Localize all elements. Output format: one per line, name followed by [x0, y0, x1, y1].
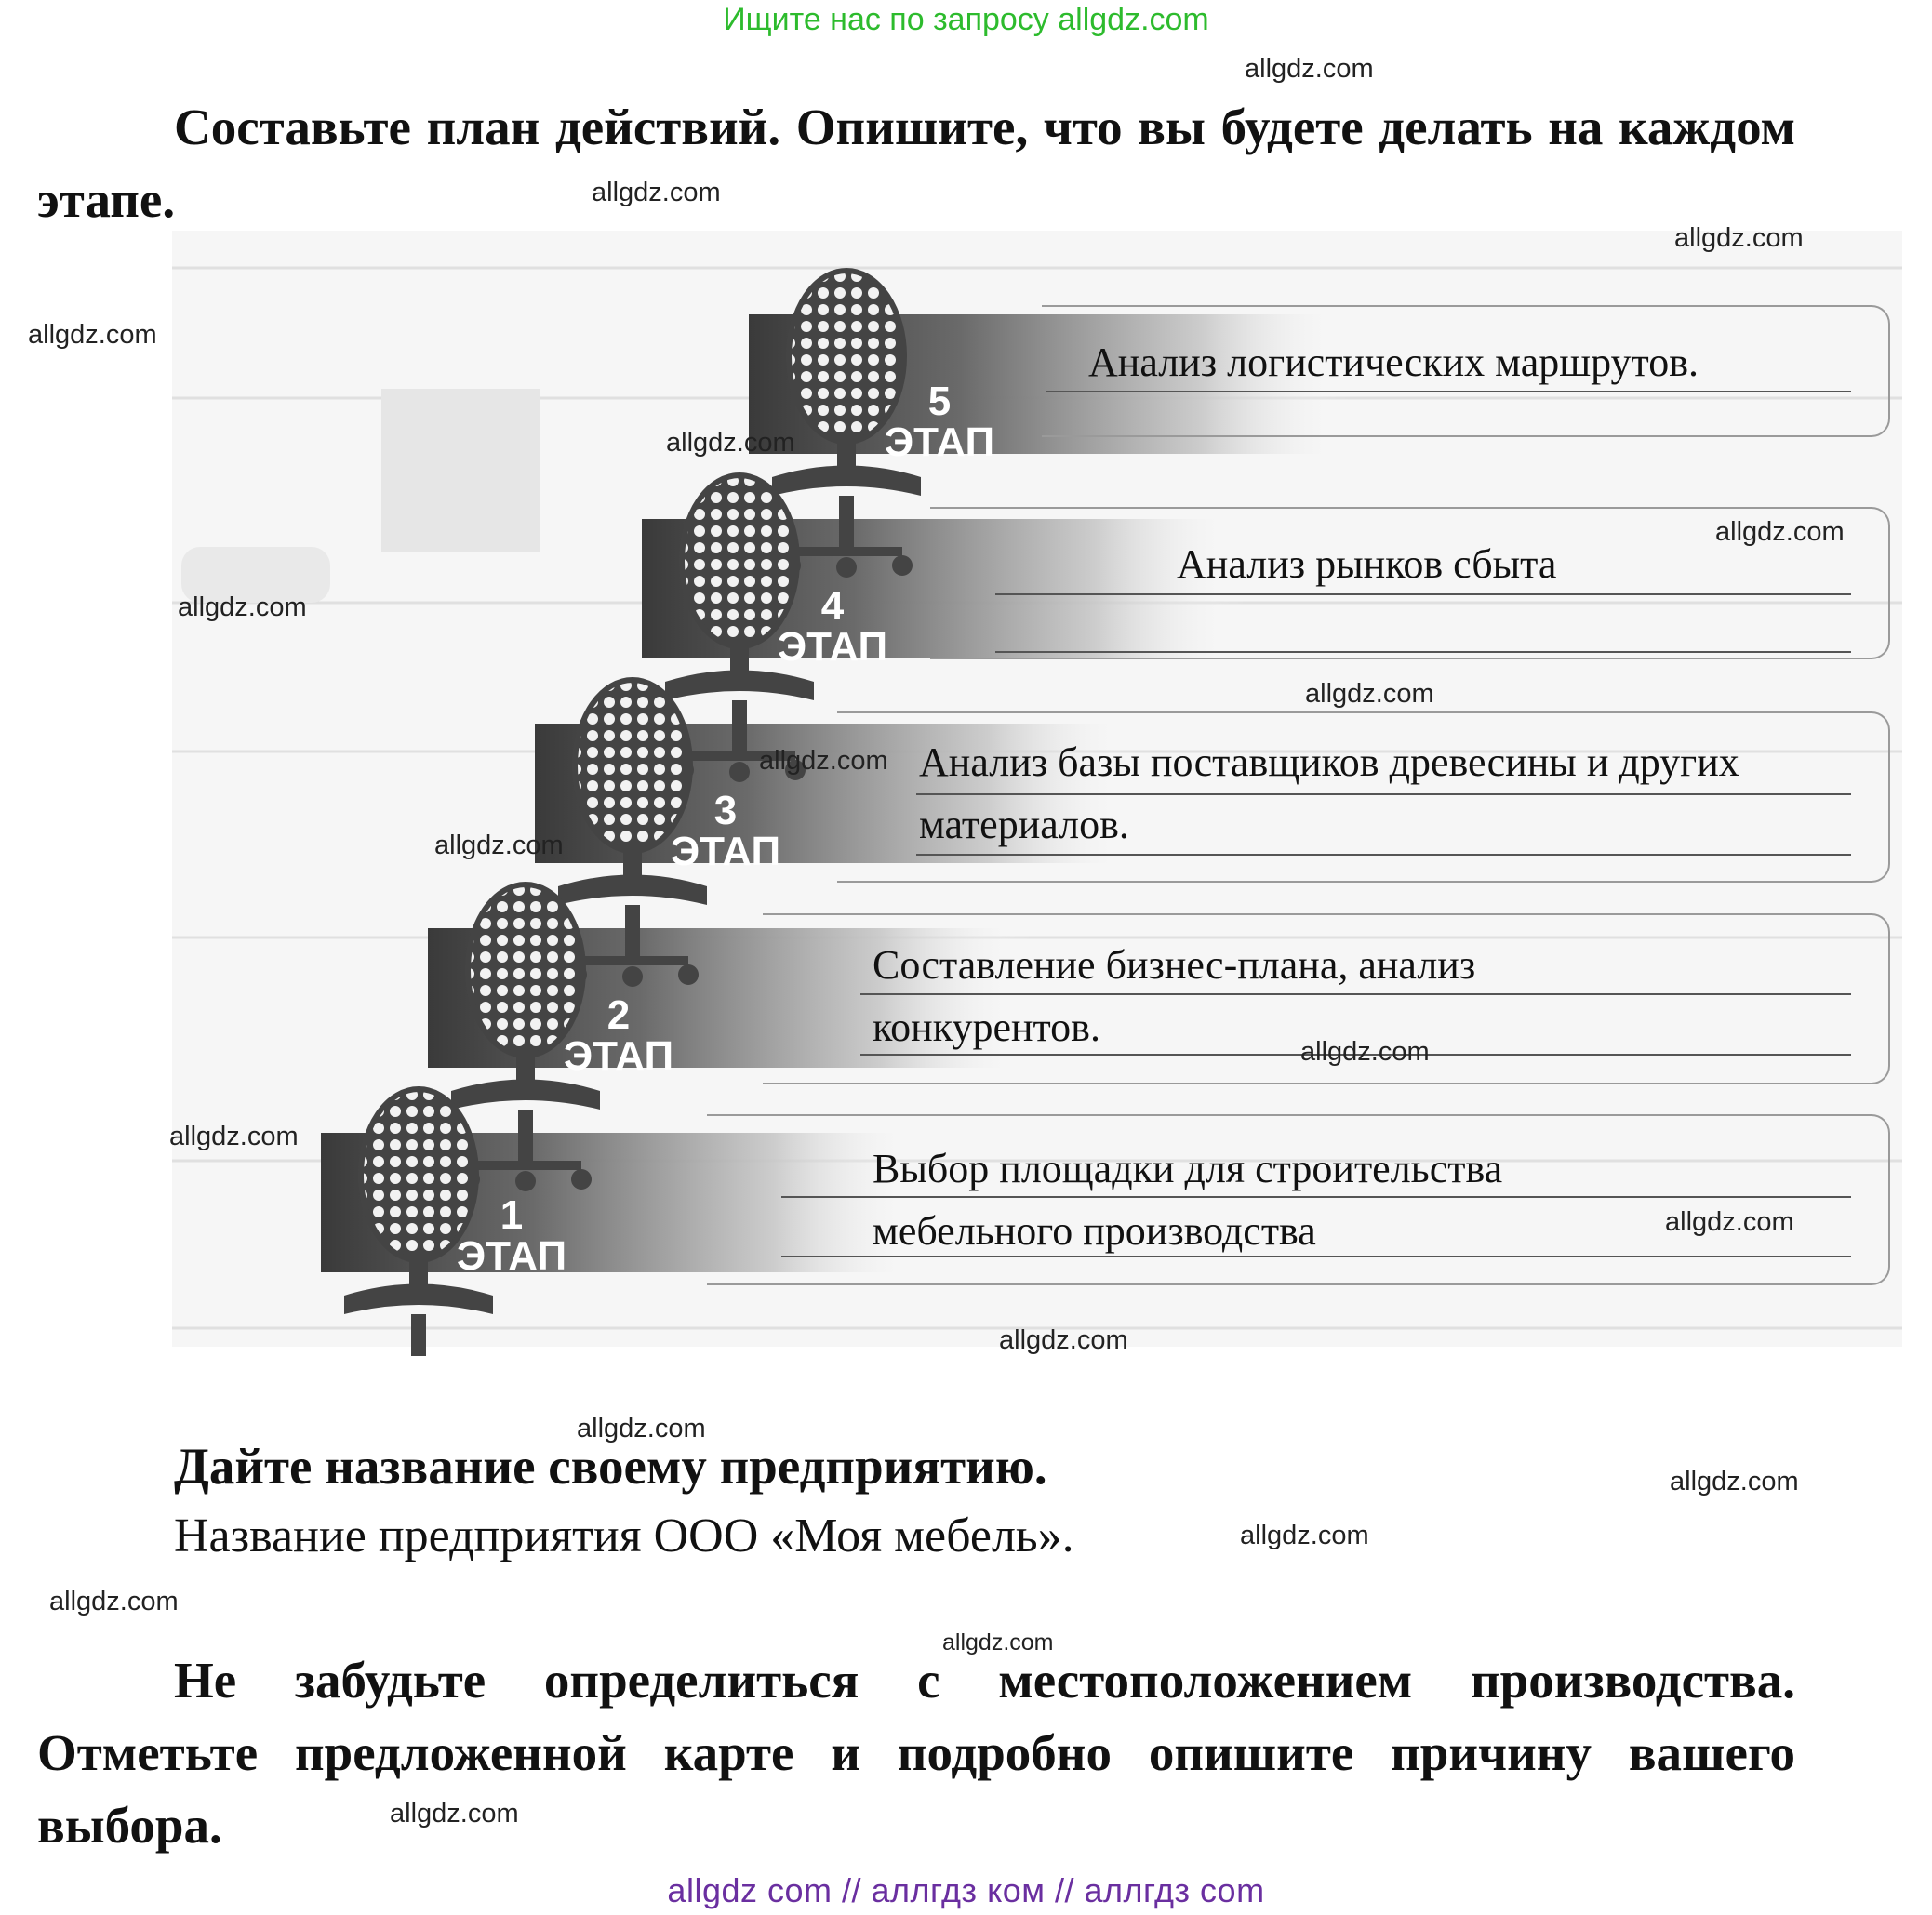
stage-2-text-line1: Составление бизнес-плана, анализ — [873, 942, 1476, 988]
watermark: allgdz.com — [577, 1414, 706, 1443]
search-hint: Ищите нас по запросу allgdz.com — [723, 2, 1209, 37]
stage-3-text-line2: материалов. — [919, 802, 1129, 847]
stage-label-4: 4 ЭТАП — [777, 583, 888, 670]
stage-label-2: 2 ЭТАП — [563, 992, 674, 1079]
enterprise-name-answer: Название предприятия ООО «Моя мебель». — [174, 1509, 1074, 1563]
stage-5-text: Анализ логистических маршрутов. — [1088, 339, 1699, 385]
stage-1-text-line2: мебельного производства — [873, 1208, 1316, 1254]
stage-4-text: Анализ рынков сбыта — [1177, 541, 1557, 587]
watermark: allgdz.com — [1300, 1037, 1430, 1067]
stage-label-1: 1 ЭТАП — [456, 1192, 567, 1279]
watermark: allgdz.com — [28, 320, 157, 350]
watermark: allgdz.com — [434, 831, 564, 860]
watermark: allgdz.com — [1240, 1521, 1369, 1550]
task-name-heading: Дайте название своему предприятию. — [174, 1438, 1047, 1495]
task-location-heading: Не забудьте определиться с местоположением производства. Отметьте предложенной карте и подробно опишите причину вашего выбора. — [37, 1652, 1795, 1854]
task-plan-heading: Составьте план действий. Опишите, что вы будете делать на каждом этапе. — [37, 99, 1795, 228]
watermark: allgdz.com — [1674, 223, 1804, 253]
footer-links: allgdz com // аллгдз ком // аллгдз com — [667, 1871, 1265, 1909]
stage-2-text-line2: конкурентов. — [873, 1004, 1100, 1050]
watermark: allgdz.com — [1715, 517, 1845, 547]
stage-label-5: 5 ЭТАП — [884, 379, 995, 465]
watermark: allgdz.com — [1245, 54, 1374, 84]
watermark: allgdz.com — [592, 178, 721, 207]
watermark: allgdz.com — [1305, 679, 1434, 709]
watermark: allgdz.com — [759, 746, 888, 776]
watermark: allgdz.com — [390, 1799, 519, 1829]
watermark: allgdz.com — [666, 428, 795, 458]
watermark: allgdz.com — [169, 1122, 299, 1151]
stage-1-text-line1: Выбор площадки для строительства — [873, 1146, 1503, 1191]
stage-3-text-line1: Анализ базы поставщиков древесины и других — [919, 739, 1739, 785]
watermark: allgdz.com — [942, 1629, 1054, 1656]
watermark: allgdz.com — [1665, 1207, 1794, 1237]
watermark: allgdz.com — [999, 1325, 1128, 1355]
watermark: allgdz.com — [49, 1587, 179, 1616]
watermark: allgdz.com — [178, 592, 307, 622]
watermark: allgdz.com — [1670, 1467, 1799, 1496]
stage-label-3: 3 ЭТАП — [670, 788, 781, 874]
